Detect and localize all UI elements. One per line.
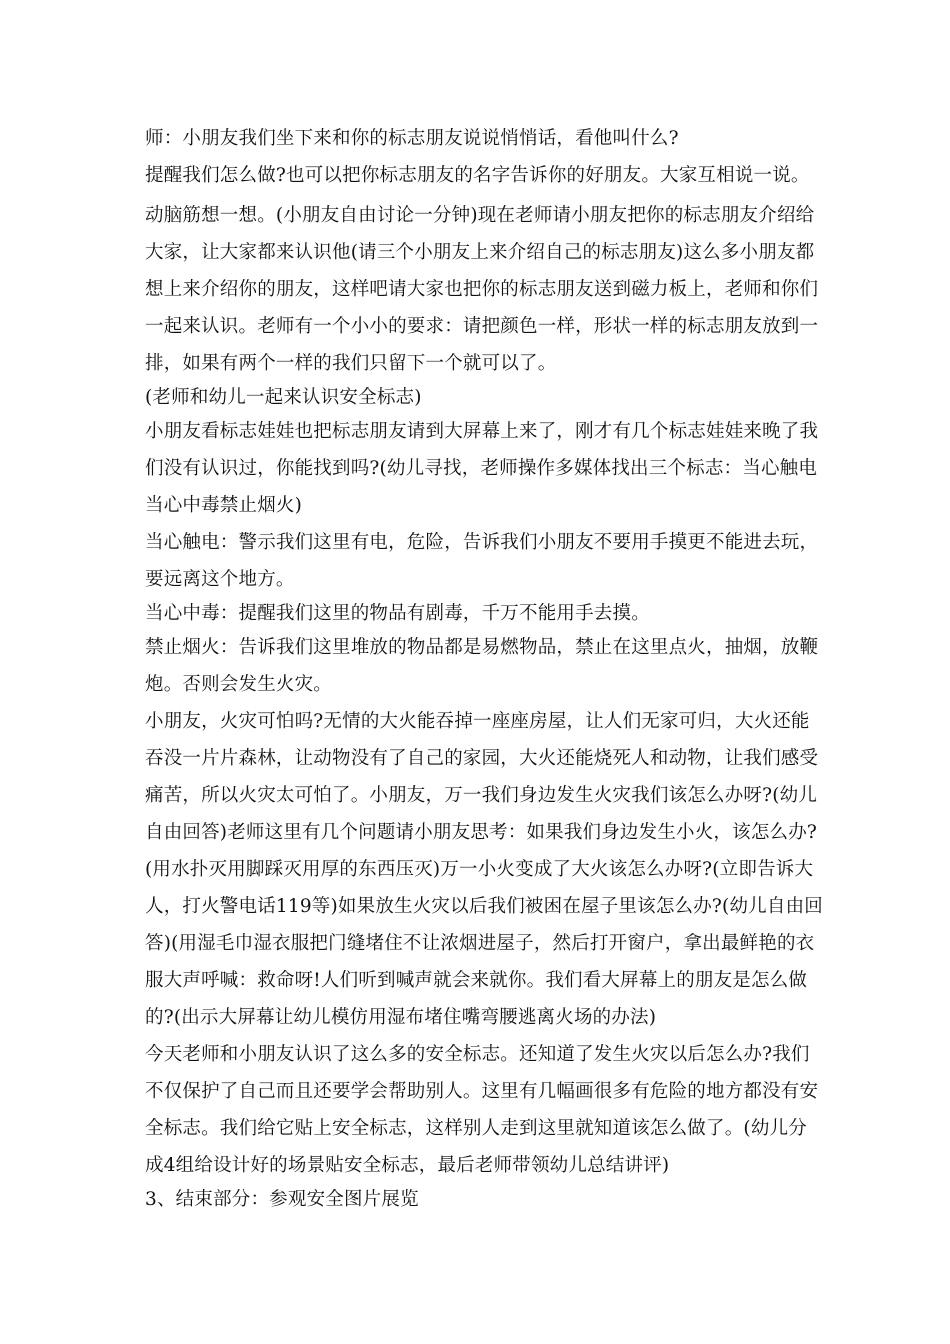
paragraph-3: 动脑筋想一想。(小朋友自由讨论一分钟)现在老师请小朋友把你的标志朋友介绍给大家，让大家都来认识他(请三个小朋友上来介绍自己的标志朋友)这么多小朋友都想上来介绍你的朋友，这样吧请大家也把你的标志朋友送到磁力板上，老师和你们一起来认识。老师有一个小小的要求：请把颜色一样，形状一样的标志朋友放到一排，如果有两个一样的我们只留下一个就可以了。 bbox=[145, 205, 819, 374]
document-body bbox=[145, 123, 825, 1215]
paragraph-2: 提醒我们怎么做?也可以把你标志朋友的名字告诉你的好朋友。大家互相说一说。 bbox=[145, 165, 810, 186]
paragraph-9: 小朋友，火灾可怕吗?无情的大火能吞掉一座座房屋，让人们无家可归，大火还能吞没一片片森林，让动物没有了自己的家园，大火还能烧死人和动物，让我们感受痛苦，所以火灾太可怕了。小朋友，万一我们身边发生火灾我们该怎么办呀?(幼儿自由回答)老师这里有几个问题请小朋友思考：如果我们身边发生小火，该怎么办?(用水扑灭用脚踩灭用厚的东西压灭)万一小火变成了大火该怎么办呀?(立即告诉大人，打火警电话119等)如果放生火灾以后我们被困在屋子里该怎么办?(幼儿自由回答)(用湿毛巾湿衣服把门缝堵住不让浓烟进屋子，然后打开窗户，拿出最鲜艳的衣服大声呼喊：救命呀!人们听到喊声就会来就你。我们看大屏幕上的朋友是怎么做的?(出示大屏幕让幼儿模仿用湿布堵住嘴弯腰逃离火场的办法) bbox=[145, 711, 823, 1028]
paragraph-1: 师：小朋友我们坐下来和你的标志朋友说说悄悄话，看他叫什么? bbox=[145, 128, 679, 149]
paragraph-6: 当心触电：警示我们这里有电，危险，告诉我们小朋友不要用手摸更不能进去玩，要远离这个地方。 bbox=[145, 532, 819, 590]
paragraph-8: 禁止烟火：告诉我们这里堆放的物品都是易燃物品，禁止在这里点火，抽烟，放鞭炮。否则会发生火灾。 bbox=[145, 637, 819, 695]
paragraph-10: 今天老师和小朋友认识了这么多的安全标志。还知道了发生火灾以后怎么办?我们不仅保护了自己而且还要学会帮助别人。这里有几幅画很多有危险的地方都没有安全标志。我们给它贴上安全标志，这样别人走到这里就知道该怎么做了。(幼儿分成4组给设计好的场景贴安全标志，最后老师带领幼儿总结讲评) bbox=[145, 1044, 819, 1176]
paragraph-4: (老师和幼儿一起来认识安全标志) bbox=[145, 387, 422, 408]
paragraph-5: 小朋友看标志娃娃也把标志朋友请到大屏幕上来了，刚才有几个标志娃娃来晚了我们没有认识过，你能找到吗?(幼儿寻找，老师操作多媒体找出三个标志：当心触电当心中毒禁止烟火) bbox=[145, 421, 819, 516]
paragraph-11: 3、结束部分：参观安全图片展览 bbox=[145, 1189, 419, 1210]
paragraph-7: 当心中毒：提醒我们这里的物品有剧毒，千万不能用手去摸。 bbox=[145, 603, 650, 624]
